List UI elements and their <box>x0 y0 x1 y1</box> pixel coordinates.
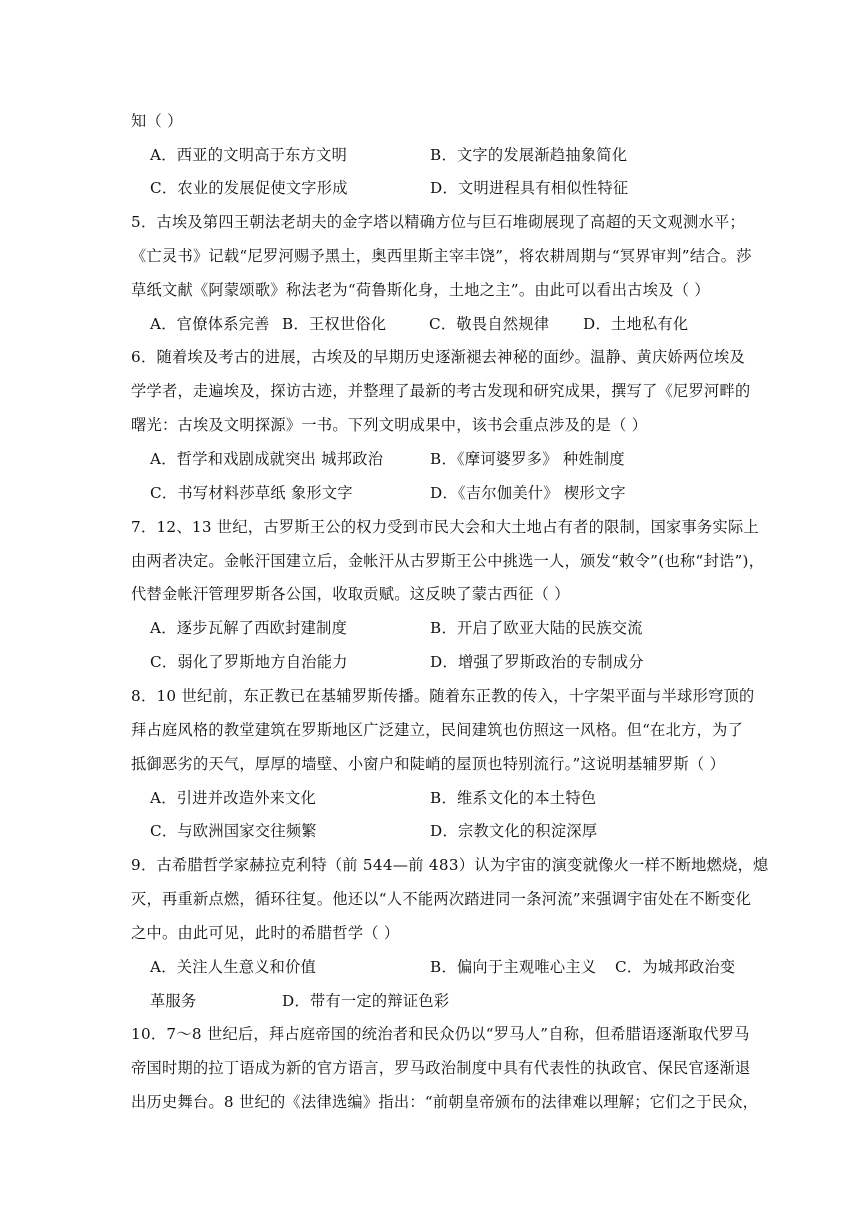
q5-stem-line-3: 草纸文献《阿蒙颂歌》称法老为“荷鲁斯化身，土地之主”。由此可以看出古埃及（ ） <box>131 281 710 299</box>
q6-option-d: D．《吉尔伽美什》 楔形文字 <box>430 484 626 502</box>
q6-stem-line-1: 6．随着埃及考古的进展，古埃及的早期历史逐渐褪去神秘的面纱。温静、黄庆娇两位埃及 <box>131 348 745 366</box>
q10-stem-line-1: 10．7～8 世纪后，拜占庭帝国的统治者和民众仍以“罗马人”自称，但希腊语逐渐取代罗马 <box>131 1025 750 1043</box>
q6-stem-line-3: 曙光：古埃及文明探源》一书。下列文明成果中，该书会重点涉及的是（ ） <box>131 416 648 434</box>
q4-option-a: A．西亚的文明高于东方文明 <box>150 146 348 164</box>
q8-stem-line-2: 拜占庭风格的教堂建筑在罗斯地区广泛建立，民间建筑也仿照这一风格。但“在北方，为了 <box>131 721 744 739</box>
q6-stem-line-2: 学学者，走遍埃及，探访古迹，并整理了最新的考古发现和研究成果，撰写了《尼罗河畔的 <box>131 382 751 400</box>
q6-option-b: B．《摩诃婆罗多》 种姓制度 <box>430 450 625 468</box>
q5-stem-line-1: 5．古埃及第四王朝法老胡夫的金字塔以精确方位与巨石堆砌展现了高超的天文观测水平； <box>131 213 745 231</box>
q7-stem-line-3: 代替金帐汗管理罗斯各公国，收取贡赋。这反映了蒙古西征（ ） <box>131 585 570 603</box>
q5-option-b: B．王权世俗化 <box>282 315 387 333</box>
q8-option-c: C．与欧洲国家交往频繁 <box>150 822 317 840</box>
q5-stem-line-2: 《亡灵书》记载“尼罗河赐予黑土，奥西里斯主宰丰饶”，将农耕周期与“冥界审判”结合。莎 <box>131 247 752 265</box>
q9-option-c-continued: 革服务 <box>150 992 197 1010</box>
q4-option-d: D．文明进程具有相似性特征 <box>430 179 629 197</box>
question-fragment: 知（ ） <box>131 112 183 130</box>
q9-stem-line-3: 之中。由此可见，此时的希腊哲学（ ） <box>131 924 400 942</box>
q6-option-c: C．书写材料莎草纸 象形文字 <box>150 484 353 502</box>
q9-stem-line-2: 灭，再重新点燃，循环往复。他还以“人不能两次踏进同一条河流”来强调宇宙处在不断变化 <box>131 890 752 908</box>
q8-option-a: A．引进并改造外来文化 <box>150 789 317 807</box>
q8-option-b: B．维系文化的本土特色 <box>430 789 597 807</box>
q9-option-c: C．为城邦政治变 <box>615 958 736 976</box>
q7-option-d: D．增强了罗斯政治的专制成分 <box>430 653 644 671</box>
q7-option-b: B．开启了欧亚大陆的民族交流 <box>430 619 643 637</box>
q9-option-d: D．带有一定的辩证色彩 <box>282 992 450 1010</box>
q5-option-d: D．土地私有化 <box>583 315 689 333</box>
q10-stem-line-3: 出历史舞台。8 世纪的《法律选编》指出：“前朝皇帝颁布的法律难以理解；它们之于民众， <box>131 1093 759 1111</box>
q5-option-c: C．敬畏自然规律 <box>429 315 550 333</box>
q6-option-a: A．哲学和戏剧成就突出 城邦政治 <box>150 450 384 468</box>
q9-stem-line-1: 9．古希腊哲学家赫拉克利特（前 544—前 483）认为宇宙的演变就像火一样不断地燃烧，熄 <box>131 856 769 874</box>
q7-option-a: A．逐步瓦解了西欧封建制度 <box>150 619 348 637</box>
q8-option-d: D．宗教文化的积淀深厚 <box>430 822 598 840</box>
q8-stem-line-1: 8．10 世纪前，东正教已在基辅罗斯传播。随着东正教的传入，十字架平面与半球形穹顶的 <box>131 687 755 705</box>
q4-option-b: B．文字的发展渐趋抽象简化 <box>430 146 628 164</box>
q10-stem-line-2: 帝国时期的拉丁语成为新的官方语言，罗马政治制度中具有代表性的执政官、保民官逐渐退 <box>131 1059 751 1077</box>
q8-stem-line-3: 抵御恶劣的天气，厚厚的墙壁、小窗户和陡峭的屋顶也特别流行。”这说明基辅罗斯（ ） <box>131 755 726 773</box>
q9-option-a: A．关注人生意义和价值 <box>150 958 317 976</box>
q4-option-c: C．农业的发展促使文字形成 <box>150 179 348 197</box>
q7-option-c: C．弱化了罗斯地方自治能力 <box>150 653 348 671</box>
q9-option-b: B．偏向于主观唯心主义 <box>430 958 597 976</box>
q7-stem-line-2: 由两者决定。金帐汗国建立后，金帐汗从古罗斯王公中挑选一人，颁发“敕令”(也称“封诰”)， <box>131 552 765 570</box>
q7-stem-line-1: 7．12、13 世纪，古罗斯王公的权力受到市民大会和大土地占有者的限制，国家事务实际上 <box>131 518 759 536</box>
q5-option-a: A．官僚体系完善 <box>150 315 270 333</box>
